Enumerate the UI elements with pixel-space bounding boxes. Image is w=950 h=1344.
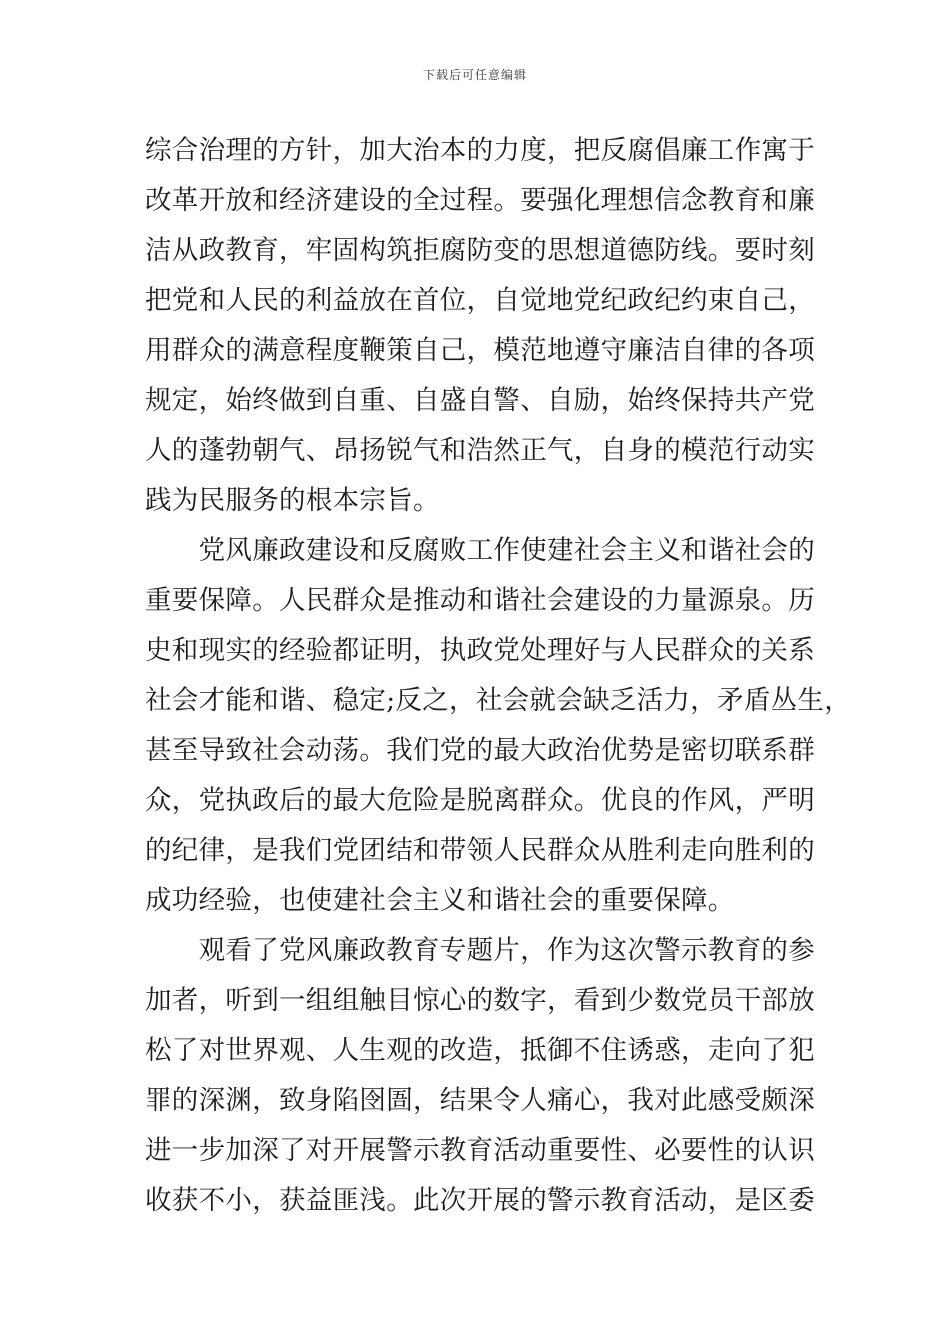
text-line: 综合治理的方针，加大治本的力度，把反腐倡廉工作寓于: [145, 135, 815, 166]
text-line: 党风廉政建设和反腐败工作使建社会主义和谐社会的: [145, 535, 815, 566]
text-line: 洁从政教育，牢固构筑拒腐防变的思想道德防线。要时刻: [145, 235, 815, 266]
text-line: 史和现实的经验都证明，执政党处理好与人民群众的关系: [145, 635, 815, 666]
text-line: 成功经验，也使建社会主义和谐社会的重要保障。: [145, 885, 735, 916]
text-line: 人的蓬勃朝气、昂扬锐气和浩然正气，自身的模范行动实: [145, 435, 815, 466]
text-line: 罪的深渊，致身陷囹圄，结果令人痛心，我对此感受颇深: [145, 1085, 815, 1116]
text-line: 规定，始终做到自重、自盛自警、自励，始终保持共产党: [145, 385, 815, 416]
text-line: 观看了党风廉政教育专题片，作为这次警示教育的参: [145, 935, 815, 966]
text-line: 社会才能和谐、稳定;反之，社会就会缺乏活力，矛盾丛生，: [145, 685, 852, 716]
header-note: 下载后可任意编辑: [422, 68, 527, 82]
text-line: 改革开放和经济建设的全过程。要强化理想信念教育和廉: [145, 185, 815, 216]
text-line: 众，党执政后的最大危险是脱离群众。优良的作风，严明: [145, 785, 815, 816]
document-body: [145, 126, 852, 1226]
text-line: 把党和人民的利益放在首位，自觉地党纪政纪约束自己，: [145, 285, 815, 316]
text-line: 进一步加深了对开展警示教育活动重要性、必要性的认识: [145, 1135, 815, 1166]
text-line: 重要保障。人民群众是推动和谐社会建设的力量源泉。历: [145, 585, 815, 616]
text-line: 加者，听到一组组触目惊心的数字，看到少数党员干部放: [145, 985, 815, 1016]
text-line: 收获不小，获益匪浅。此次开展的警示教育活动，是区委: [145, 1185, 815, 1216]
text-line: 用群众的满意程度鞭策自己，模范地遵守廉洁自律的各项: [145, 335, 815, 366]
text-line: 甚至导致社会动荡。我们党的最大政治优势是密切联系群: [145, 735, 815, 766]
text-line: 的纪律，是我们党团结和带领人民群众从胜利走向胜利的: [145, 835, 815, 866]
text-line: 践为民服务的根本宗旨。: [145, 485, 440, 516]
text-line: 松了对世界观、人生观的改造，抵御不住诱惑，走向了犯: [145, 1035, 815, 1066]
